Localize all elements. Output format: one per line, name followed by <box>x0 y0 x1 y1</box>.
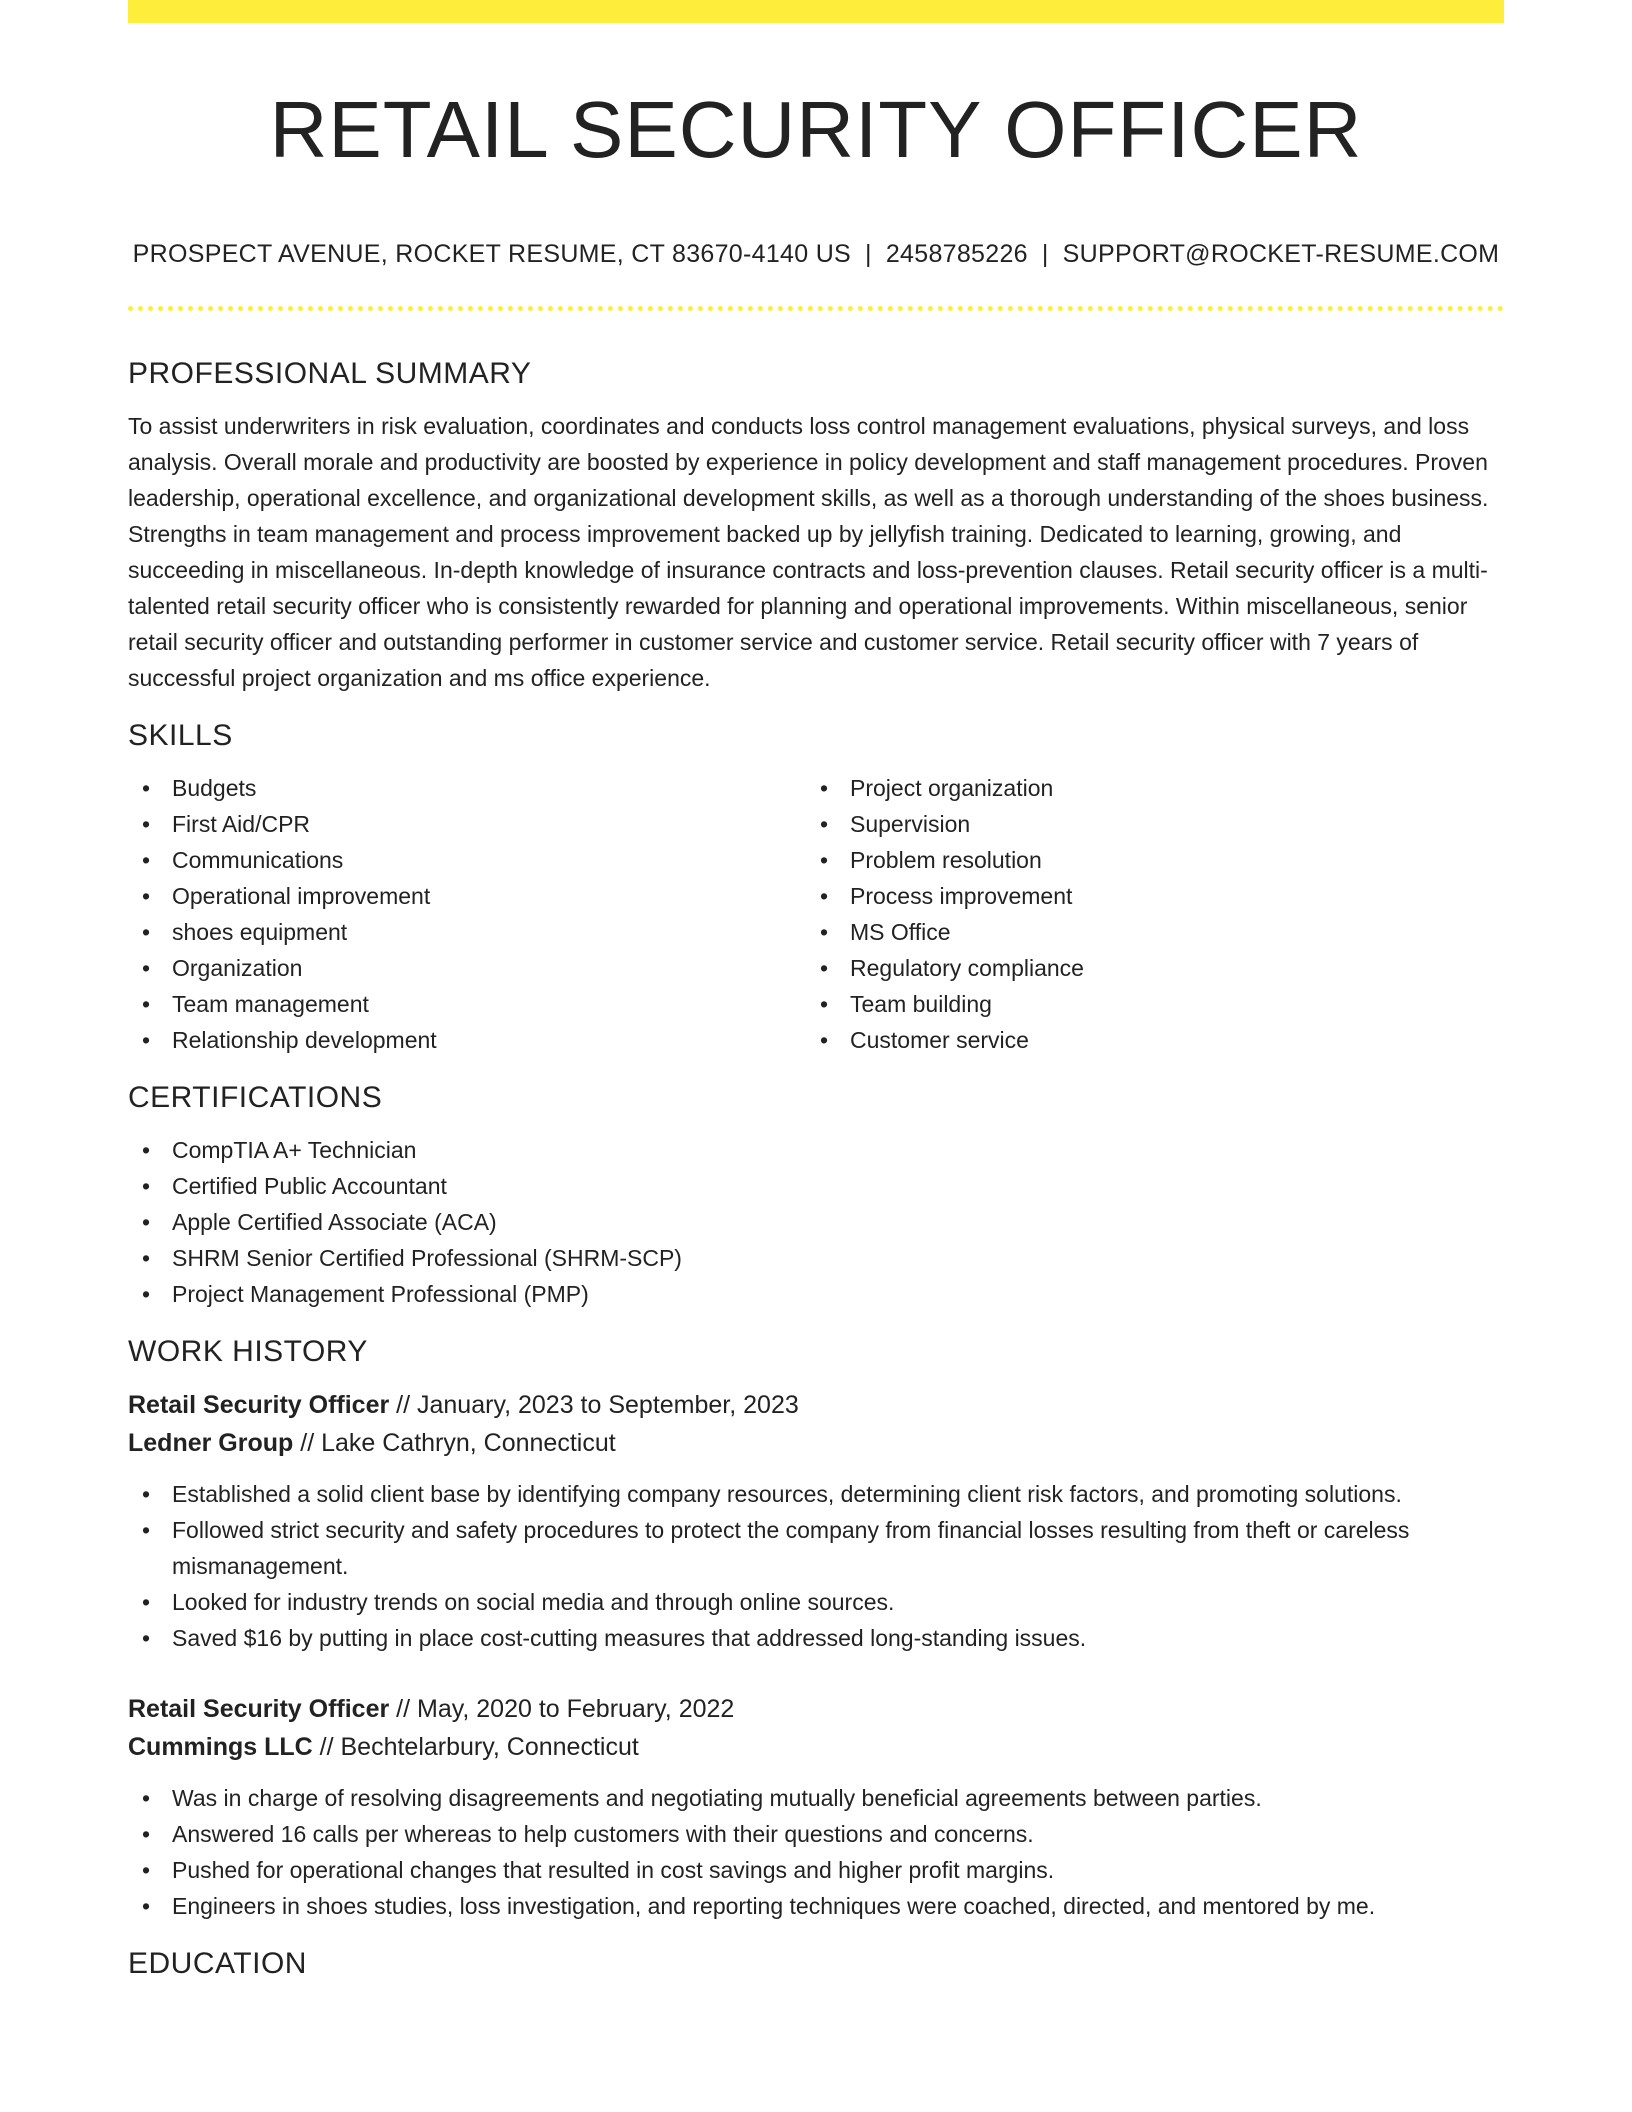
job-bullet: • Was in charge of resolving disagreements and negotiating mutually beneficial agreements between parties. <box>128 1780 1504 1816</box>
job-location: // Bechtelarbury, Connecticut <box>312 1733 639 1761</box>
certification-item: • CompTIA A+ Technician <box>128 1132 1504 1168</box>
contact-email: SUPPORT@ROCKET-RESUME.COM <box>1062 240 1500 268</box>
job-bullet: • Followed strict security and safety procedures to protect the company from financial losses resulting from theft or careless mismanagement. <box>128 1512 1504 1584</box>
skill-item: • Organization <box>128 950 806 986</box>
skill-item: • Relationship development <box>128 1022 806 1058</box>
contact-line <box>128 236 1504 272</box>
contact-separator: | <box>1041 240 1049 268</box>
summary-section <box>128 352 1504 696</box>
job-entry <box>128 1386 1504 1656</box>
job-bullet: • Engineers in shoes studies, loss investigation, and reporting techniques were coached, directed, and mentored by me. <box>128 1888 1504 1924</box>
section-heading-work-history: WORK HISTORY <box>128 1335 368 1368</box>
resume-content <box>128 352 1504 1986</box>
skill-item: • Team building <box>806 986 1484 1022</box>
section-heading-certifications: CERTIFICATIONS <box>128 1081 383 1114</box>
job-dates: // May, 2020 to February, 2022 <box>389 1695 735 1723</box>
job-title: Retail Security Officer <box>128 1695 390 1723</box>
skill-item: • Problem resolution <box>806 842 1484 878</box>
section-heading-skills: SKILLS <box>128 719 233 752</box>
education-section <box>128 1942 1504 1986</box>
job-company: Ledner Group <box>128 1429 294 1457</box>
skill-item: • Communications <box>128 842 806 878</box>
contact-address: PROSPECT AVENUE, ROCKET RESUME, CT 83670-4140 US <box>132 240 852 268</box>
skill-item: • Budgets <box>128 770 806 806</box>
contact-phone: 2458785226 <box>885 240 1028 268</box>
skill-item: • Operational improvement <box>128 878 806 914</box>
top-accent-bar <box>128 0 1504 23</box>
work-history-section <box>128 1330 1504 1924</box>
contact-separator: | <box>865 240 872 268</box>
certifications-section <box>128 1076 1504 1312</box>
job-dates: // January, 2023 to September, 2023 <box>389 1391 799 1419</box>
skill-item: • MS Office <box>806 914 1484 950</box>
certification-item: • SHRM Senior Certified Professional (SHRM-SCP) <box>128 1240 1504 1276</box>
certification-item: • Certified Public Accountant <box>128 1168 1504 1204</box>
job-location: // Lake Cathryn, Connecticut <box>293 1429 616 1457</box>
certification-item: • Project Management Professional (PMP) <box>128 1276 1504 1312</box>
skill-item: • Project organization <box>806 770 1484 806</box>
job-company-line <box>128 1424 1504 1462</box>
skill-item: • Regulatory compliance <box>806 950 1484 986</box>
skill-item: • Supervision <box>806 806 1484 842</box>
job-entry <box>128 1690 1504 1924</box>
job-company: Cummings LLC <box>128 1733 313 1761</box>
job-title-line <box>128 1690 1504 1728</box>
job-title: Retail Security Officer <box>128 1391 390 1419</box>
skill-item: • Process improvement <box>806 878 1484 914</box>
skills-list-left <box>128 770 806 1058</box>
skills-columns <box>128 770 1504 1058</box>
job-bullet: • Established a solid client base by identifying company resources, determining client risk factors, and promoting solutions. <box>128 1476 1504 1512</box>
certification-item: • Apple Certified Associate (ACA) <box>128 1204 1504 1240</box>
job-bullets <box>128 1780 1504 1924</box>
job-company-line <box>128 1728 1504 1766</box>
skills-list-right <box>806 770 1484 1058</box>
job-title-line <box>128 1386 1504 1424</box>
summary-text: To assist underwriters in risk evaluation, coordinates and conducts loss control management evaluations, physical surveys, and loss analysis. Overall morale and productivity are boosted by experience in policy development and staff management procedures. Proven leadership, operational excellence, and organizational development skills, as well as a thorough understanding of the shoes business. Strengths in team management and process improvement backed up by jellyfish training. Dedicated to learning, growing, and succeeding in miscellaneous. In-depth knowledge of insurance contracts and loss-prevention clauses. Retail security officer is a multi-talented retail security officer who is consistently rewarded for planning and operational improvements. Within miscellaneous, senior retail security officer and outstanding performer in customer service and customer service. Retail security officer with 7 years of successful project organization and ms office experience. <box>128 413 1489 691</box>
job-bullet: • Answered 16 calls per whereas to help customers with their questions and concerns. <box>128 1816 1504 1852</box>
job-bullet: • Pushed for operational changes that resulted in cost savings and higher profit margins. <box>128 1852 1504 1888</box>
section-heading-summary: PROFESSIONAL SUMMARY <box>128 357 532 390</box>
dotted-divider <box>128 306 1504 311</box>
section-heading-education: EDUCATION <box>128 1947 307 1980</box>
job-bullets <box>128 1476 1504 1656</box>
skill-item: • First Aid/CPR <box>128 806 806 842</box>
skill-item: • shoes equipment <box>128 914 806 950</box>
skill-item: • Team management <box>128 986 806 1022</box>
skill-item: • Customer service <box>806 1022 1484 1058</box>
job-bullet: • Looked for industry trends on social media and through online sources. <box>128 1584 1504 1620</box>
resume-title: RETAIL SECURITY OFFICER <box>269 85 1363 174</box>
certifications-list <box>128 1132 1504 1312</box>
skills-section <box>128 714 1504 1058</box>
job-bullet: • Saved $16 by putting in place cost-cutting measures that addressed long-standing issues. <box>128 1620 1504 1656</box>
